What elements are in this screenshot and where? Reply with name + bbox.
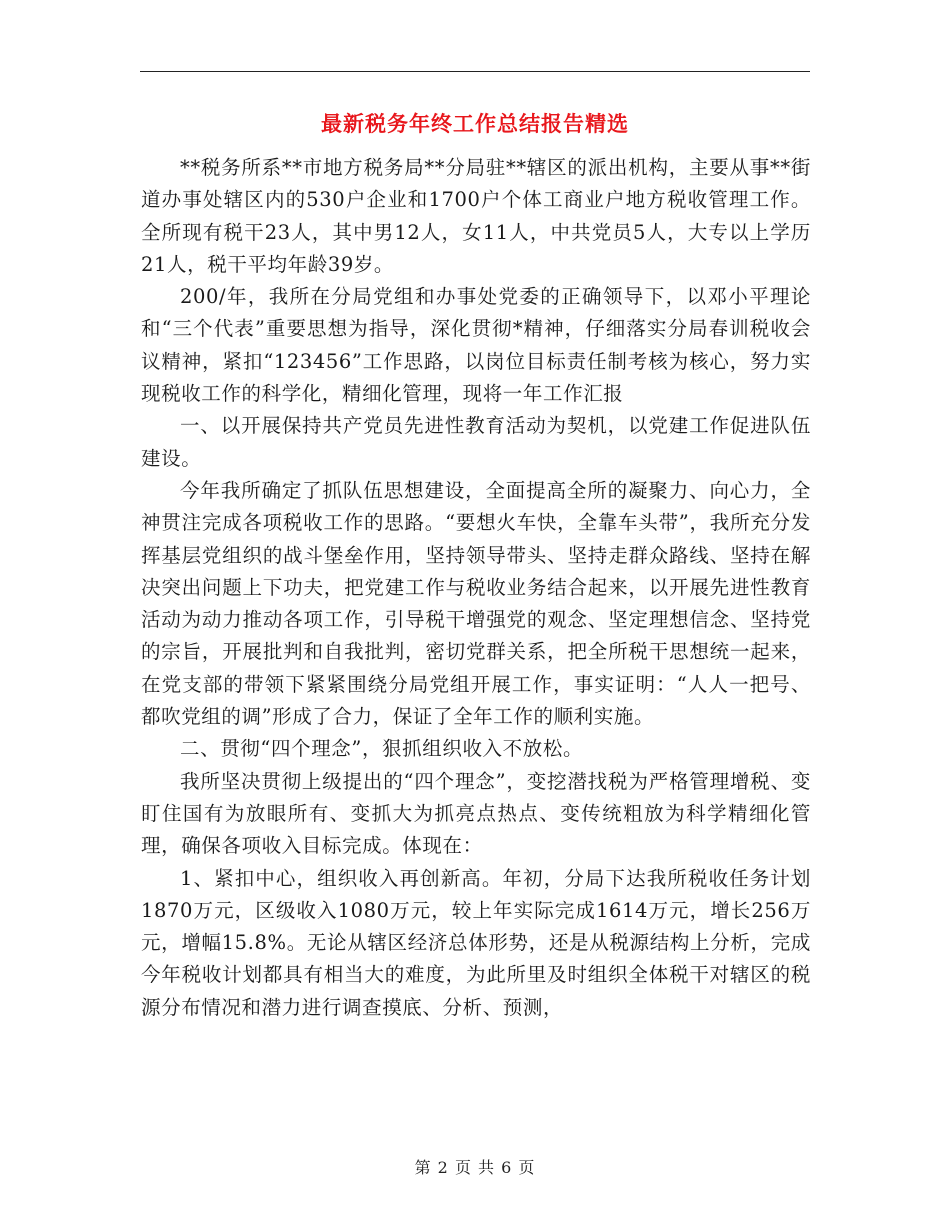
paragraph-section-1: 今年我所确定了抓队伍思想建设，全面提高全所的凝聚力、向心力，全神贯注完成各项税收工作的思路。“要想火车快，全靠车头带”，我所充分发挥基层党组织的战斗堡垒作用，坚持领导带头、坚持走群众路线、坚持在解决突出问题上下功夫，把党建工作与税收业务结合起来，以开展先进性教育活动为动力推动各项工作，引导税干增强党的观念、坚定理想信念、坚持党的宗旨，开展批判和自我批判，密切党群关系，把全所税干思想统一起来，在党支部的带领下紧紧围绕分局党组开展工作，事实证明：“人人一把号、都吹党组的调”形成了合力，保证了全年工作的顺利实施。 [141, 478, 811, 729]
paragraph-section-2: 我所坚决贯彻上级提出的“四个理念”，变挖潜找税为严格管理增税、变盯住国有为放眼所有、变抓大为抓亮点热点、变传统粗放为科学精细化管理，确保各项收入目标完成。体现在： [141, 769, 811, 858]
document-title: 最新税务年终工作总结报告精选 [321, 111, 629, 136]
paragraph-overview: 200/年，我所在分局党组和办事处党委的正确领导下，以邓小平理论和“三个代表”重要思想为指导，深化贯彻*精神，仔细落实分局春训税收会议精神，紧扣“123456”工作思路，以岗位目标责任制考核为核心，努力实现税收工作的科学化，精细化管理，现将一年工作汇报 [141, 285, 811, 406]
paragraph-intro: **税务所系**市地方税务局**分局驻**辖区的派出机构，主要从事**街道办事处辖区内的530户企业和1700户个体工商业户地方税收管理工作。全所现有税干23人，其中男12人，女11人，中共党员5人，大专以上学历21人，税干平均年龄39岁。 [141, 156, 811, 276]
header-rule [140, 71, 810, 72]
paragraph-item-1: 1、紧扣中心，组织收入再创新高。年初，分局下达我所税收任务计划1870万元，区级收入1080万元，较上年实际完成1614万元，增长256万元，增幅15.8%。无论从辖区经济总体形势，还是从税源结构上分析，完成今年税收计划都具有相当大的难度，为此所里及时组织全体税干对辖区的税源分布情况和潜力进行调查摸底、分析、预测， [141, 866, 811, 1019]
section-heading-2: 二、贯彻“四个理念”，狠抓组织收入不放松。 [180, 737, 584, 761]
document-body [141, 152, 811, 1024]
section-heading-1: 一、以开展保持共产党员先进性教育活动为契机，以党建工作促进队伍建设。 [141, 414, 811, 470]
page-number: 第 2 页 共 6 页 [414, 1158, 536, 1177]
